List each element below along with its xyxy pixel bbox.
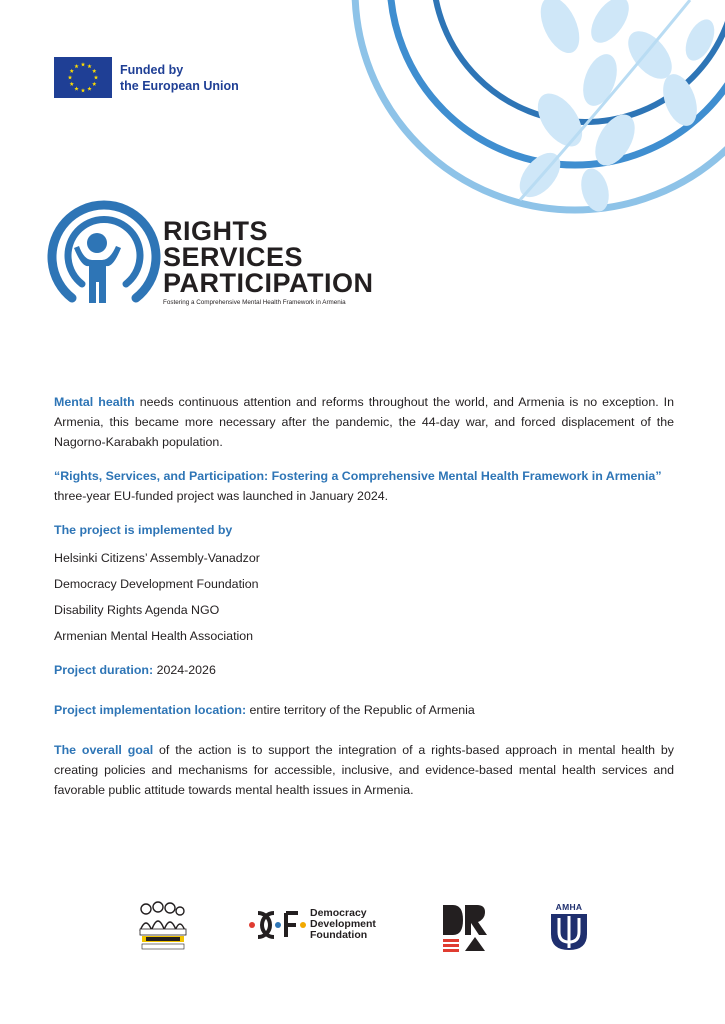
location-value: entire territory of the Republic of Armenia	[246, 703, 475, 717]
eu-star-icon	[94, 75, 98, 79]
duration-line	[54, 660, 674, 680]
implementers-list	[54, 548, 674, 646]
intro-text: needs continuous attention and reforms throughout the world, and Armenia is no exception. In Armenia, this became more necessary after the pandemic, the 44-day war, and forced displacement of the Nagorno-Karabakh population.	[54, 395, 675, 449]
intro-paragraph	[54, 392, 674, 452]
logo-title-line-1: RIGHTS	[163, 216, 269, 246]
logo-title-line-3: PARTICIPATION	[163, 268, 374, 298]
goal-lead: The overall goal	[54, 743, 154, 757]
eu-line-2: the European Union	[120, 78, 239, 93]
project-text: three-year EU-funded project was launched in January 2024.	[54, 489, 389, 503]
eu-line-1: Funded by	[120, 62, 184, 77]
eu-flag-icon	[54, 57, 112, 98]
list-item: Democracy Development Foundation	[54, 577, 259, 591]
location-label: Project implementation location:	[54, 703, 247, 717]
duration-value: 2024-2026	[153, 663, 216, 677]
intro-lead: Mental health	[54, 395, 135, 409]
location-line	[54, 700, 674, 720]
project-logo-title	[163, 218, 374, 296]
partner-logos	[0, 895, 725, 960]
eu-star-icon	[92, 82, 96, 86]
goal-paragraph	[54, 740, 674, 800]
eu-funding-badge	[54, 57, 239, 98]
eu-star-icon	[68, 75, 72, 79]
goal-text: of the action is to support the integration of a rights-based approach in mental health by creating policies and mechanisms for accessible, inclusive, and evidence-based mental health services and favorable public attitude towards mental health issues in Armenia.	[54, 743, 674, 797]
eu-star-icon	[92, 69, 96, 73]
disability-rights-agenda-logo	[441, 901, 489, 953]
eu-star-icon	[74, 64, 78, 68]
ddf-line-2: Development	[310, 918, 376, 930]
eu-star-icon	[74, 86, 78, 90]
amha-label: AMHA	[555, 902, 583, 912]
implementers-heading: The project is implemented by	[54, 523, 233, 537]
duration-label: Project duration:	[54, 663, 154, 677]
ddf-name	[310, 908, 376, 941]
logo-tagline: Fostering a Comprehensive Mental Health Framework in Armenia	[163, 299, 346, 306]
ddf-line-3: Foundation	[310, 929, 368, 941]
eu-funding-text	[120, 62, 239, 94]
list-item: Disability Rights Agenda NGO	[54, 603, 220, 617]
eu-star-icon	[81, 62, 85, 66]
logo-title-line-2: SERVICES	[163, 242, 304, 272]
project-title: “Rights, Services, and Participation: Fostering a Comprehensive Mental Health Framework in Armenia”	[54, 469, 662, 483]
eu-star-icon	[70, 69, 74, 73]
eu-star-icon	[87, 64, 91, 68]
eu-star-icon	[87, 86, 91, 90]
ddf-line-1: Democracy	[310, 907, 367, 919]
list-item: Armenian Mental Health Association	[54, 629, 254, 643]
project-paragraph	[54, 466, 674, 506]
helsinki-citizens-assembly-logo	[134, 899, 190, 955]
main-content	[54, 392, 674, 800]
list-item: Helsinki Citizens’ Assembly-Vanadzor	[54, 551, 260, 565]
eu-star-icon	[70, 82, 74, 86]
eu-star-icon	[81, 88, 85, 92]
